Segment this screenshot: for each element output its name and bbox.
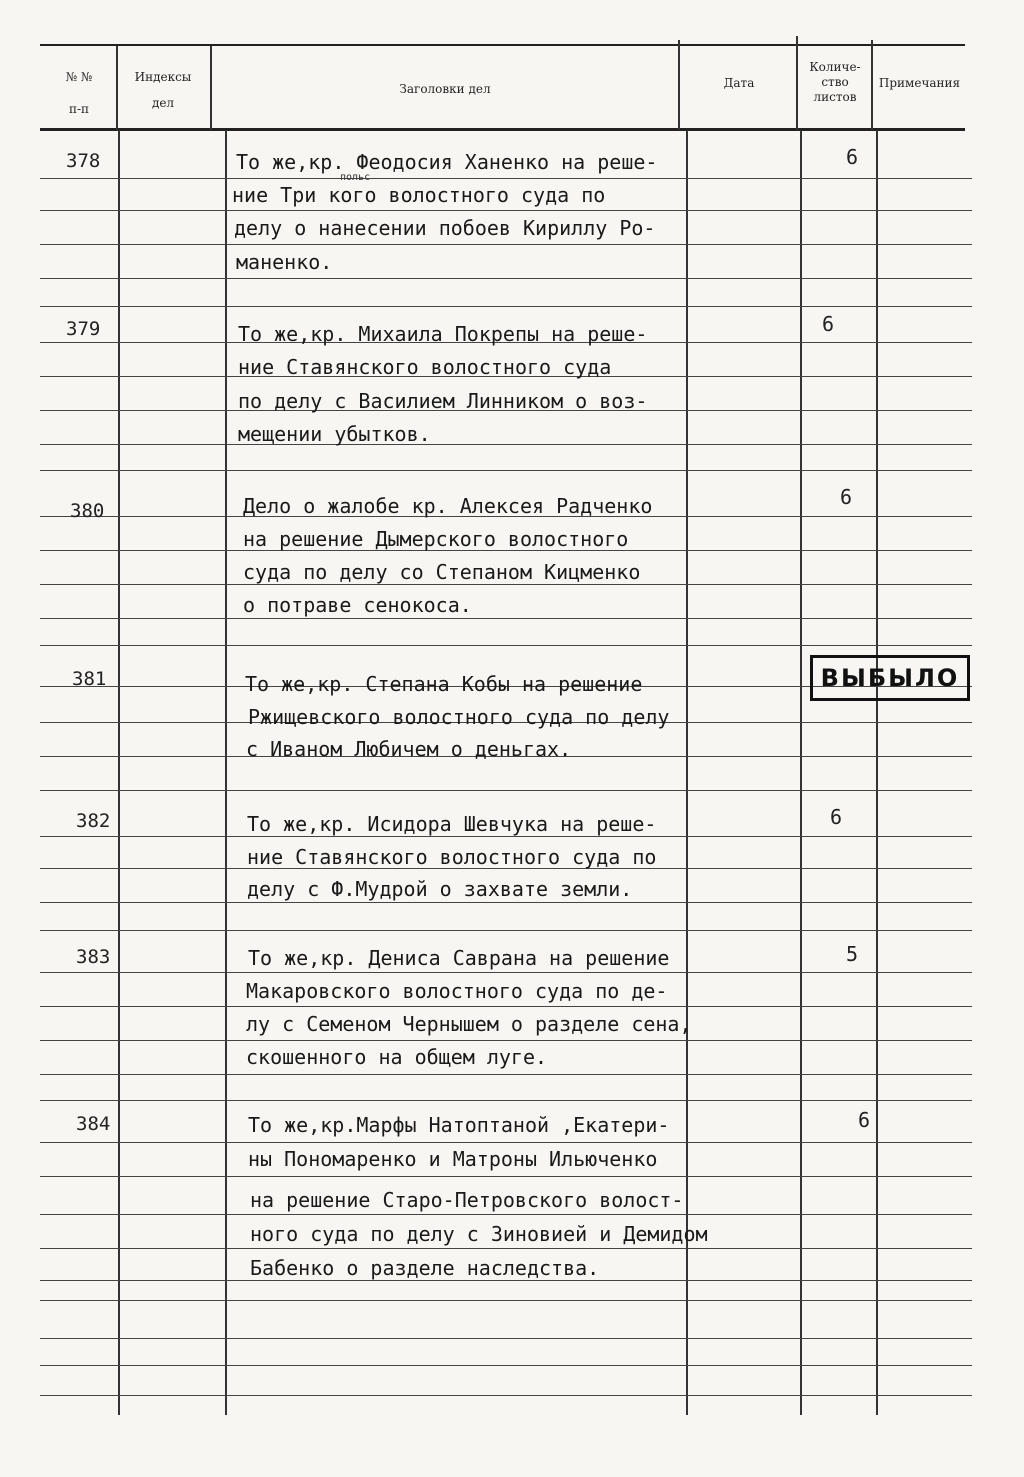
ruled-line	[40, 470, 972, 471]
row-title-line: мещении убытков.	[238, 422, 431, 446]
ruled-line	[40, 1142, 972, 1143]
ruled-line	[40, 972, 972, 973]
row-sheet-count: 6	[840, 485, 853, 509]
row-sheet-count: 6	[830, 805, 843, 829]
ruled-line	[40, 1300, 972, 1301]
header-count: Количе- ство листов	[809, 60, 861, 104]
header-titles: Заголовки дел	[399, 82, 491, 96]
row-title-line: ного суда по делу с Зиновией и Демидом	[250, 1222, 708, 1246]
col-divider	[876, 130, 878, 1415]
col-divider	[871, 40, 873, 130]
row-number: 384	[76, 1113, 111, 1135]
row-title-line: по делу с Василием Линником о воз-	[238, 389, 648, 413]
header-num: № № п-п	[65, 70, 93, 116]
row-title-line: лу с Семеном Чернышем о разделе сена,	[246, 1012, 692, 1036]
ruled-line	[40, 930, 972, 931]
row-title-line: скошенного на общем луге.	[246, 1045, 548, 1069]
ruled-line	[40, 244, 972, 245]
ruled-line	[40, 1176, 972, 1177]
row-number: 383	[76, 946, 111, 968]
ruled-line	[40, 306, 972, 307]
ruled-line	[40, 618, 972, 619]
ruled-line	[40, 790, 972, 791]
col-divider	[118, 130, 120, 1415]
row-number: 380	[70, 500, 105, 522]
row-title-line: То же,кр. Михаила Покрепы на реше-	[238, 322, 648, 346]
ruled-line	[40, 902, 972, 903]
row-title-line: делу с Ф.Мудрой о захвате земли.	[247, 877, 633, 901]
row-number: 381	[72, 668, 107, 690]
ruled-line	[40, 278, 972, 279]
ruled-line	[40, 1214, 972, 1215]
ruled-line	[40, 645, 972, 646]
ruled-line	[40, 836, 972, 837]
ruled-line	[40, 178, 972, 179]
row-title-line: То же,кр. Феодосия Ханенко на реше-	[236, 150, 658, 174]
col-divider	[678, 40, 680, 130]
row-title-line: То же,кр. Дениса Саврана на решение	[248, 946, 670, 970]
ruled-line	[40, 1074, 972, 1075]
row-title-line: на решение Старо-Петровского волост-	[250, 1188, 684, 1212]
row-title-line: Ржищевского волостного суда по делу	[248, 705, 670, 729]
row-sheet-count: 6	[858, 1108, 871, 1132]
ruled-line	[40, 210, 972, 211]
withdrawn-stamp: ВЫБЫЛО	[810, 655, 970, 701]
row-title-line: ны Пономаренко и Матроны Ильюченко	[248, 1147, 658, 1171]
handwritten-insertion: польс	[340, 172, 371, 183]
header-index: Индексы дел	[134, 70, 192, 110]
col-divider	[210, 46, 212, 130]
row-title-line: Бабенко о разделе наследства.	[250, 1256, 600, 1280]
row-title-line: ние Ставянского волостного суда по	[247, 845, 657, 869]
row-title-line: То же,кр. Исидора Шевчука на реше-	[247, 812, 657, 836]
row-title-line: с Иваном Любичем о деньгах.	[246, 737, 572, 761]
header-notes: Примечания	[878, 76, 961, 90]
ruled-line	[40, 444, 972, 445]
row-sheet-count: 5	[846, 942, 859, 966]
row-title-line: ние Три кого волостного суда по	[232, 183, 606, 207]
row-title-line: То же,кр.Марфы Натоптаной ,Екатери-	[248, 1113, 670, 1137]
row-sheet-count: 6	[846, 145, 859, 169]
ruled-line	[40, 1280, 972, 1281]
row-title-line: маненко.	[236, 250, 333, 274]
ruled-line	[40, 1040, 972, 1041]
row-title-line: То же,кр. Степана Кобы на решение	[245, 672, 643, 696]
ruled-line	[40, 1395, 972, 1396]
ruled-line	[40, 1248, 972, 1249]
row-title-line: Макаровского волостного суда по де-	[246, 979, 668, 1003]
ruled-line	[40, 1365, 972, 1366]
row-number: 382	[76, 810, 111, 832]
row-number: 379	[66, 318, 101, 340]
row-title-line: на решение Дымерского волостного	[243, 527, 629, 551]
row-title-line: делу о нанесении побоев Кириллу Ро-	[234, 216, 656, 240]
row-number: 378	[66, 150, 101, 172]
row-title-line: суда по делу со Степаном Кицменко	[243, 560, 641, 584]
row-title-line: Дело о жалобе кр. Алексея Радченко	[243, 494, 653, 518]
col-divider	[796, 36, 798, 130]
header-bottom-rule	[40, 128, 965, 131]
ruled-line	[40, 1006, 972, 1007]
header-date: Дата	[723, 76, 755, 90]
col-divider	[116, 46, 118, 130]
row-title-line: ние Ставянского волостного суда	[238, 355, 612, 379]
ruled-line	[40, 1338, 972, 1339]
row-title-line: о потраве сенокоса.	[243, 593, 472, 617]
ruled-line	[40, 1100, 972, 1101]
col-divider	[800, 130, 802, 1415]
col-divider	[225, 130, 227, 1415]
ruled-line	[40, 584, 972, 585]
header-top-rule	[40, 44, 965, 46]
row-sheet-count: 6	[822, 312, 835, 336]
